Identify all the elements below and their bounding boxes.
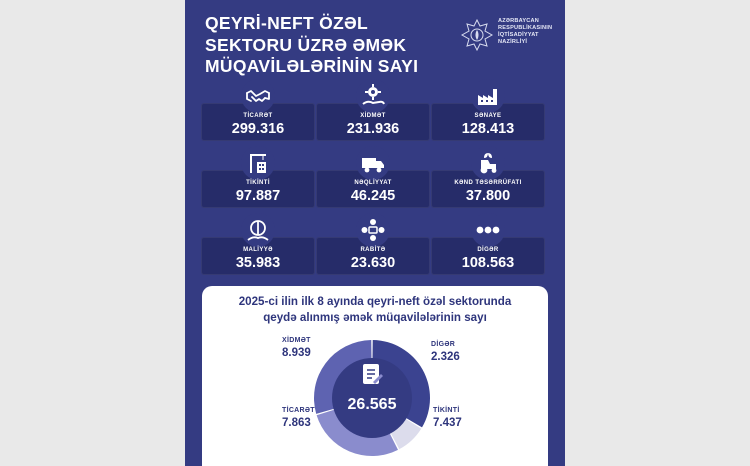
crane-building-icon (241, 146, 275, 180)
ministry-line: İQTİSADİYYAT (498, 32, 539, 38)
sector-label: XİDMƏT (360, 113, 386, 119)
page-title (205, 13, 435, 78)
sector-value: 108.563 (461, 255, 515, 271)
donut-chart (202, 286, 548, 466)
sector-label: SƏNAYE (474, 113, 502, 119)
dots-icon (471, 213, 505, 247)
sector-label: DİGƏR (477, 247, 499, 253)
sector-value: 97.887 (235, 188, 281, 204)
sector-label: RABİTƏ (360, 247, 386, 253)
bank-icon (241, 213, 275, 247)
sector-card-rabite (316, 237, 430, 275)
segment-value-xidmet: 8.939 (282, 347, 311, 359)
segment-value-ticaret: 7.863 (282, 417, 311, 429)
segment-label-ticaret: TİCARƏT (282, 407, 315, 414)
donut-title-line: qeydə alınmış əmək müqavilələrinin sayı (263, 311, 487, 324)
title-line: QEYRİ-NEFT ÖZƏL (205, 13, 369, 33)
sector-value: 128.413 (461, 121, 515, 137)
network-people-icon (356, 213, 390, 247)
sector-value: 35.983 (235, 255, 281, 271)
gear-hand-icon (356, 79, 390, 113)
sector-card-diger (431, 237, 545, 275)
sector-card-kend-teserrufati (431, 170, 545, 208)
sector-value: 37.800 (465, 188, 511, 204)
ministry-line: RESPUBLİKASININ (498, 25, 553, 31)
sector-value: 231.936 (346, 121, 400, 137)
segment-label-xidmet: XİDMƏT (282, 337, 311, 344)
sector-label: TİCARƏT (243, 113, 273, 119)
ministry-name (498, 18, 552, 46)
sector-card-maliyye (201, 237, 315, 275)
ministry-line: NAZİRLİYİ (498, 39, 528, 45)
sector-card-senaye (431, 103, 545, 141)
segment-label-diger: DİGƏR (431, 341, 456, 348)
ministry-line: AZƏRBAYCAN (498, 18, 539, 24)
tractor-icon (471, 146, 505, 180)
sector-card-tikinti (201, 170, 315, 208)
sector-card-neqliyyat (316, 170, 430, 208)
title-line: MÜQAVİLƏLƏRİNİN SAYI (205, 56, 419, 76)
handshake-icon (241, 79, 275, 113)
infographic-poster (185, 0, 565, 466)
segment-value-diger: 2.326 (431, 351, 460, 363)
emblem-icon (460, 18, 494, 52)
sector-value: 46.245 (350, 188, 396, 204)
segment-label-tikinti: TİKİNTİ (433, 407, 460, 414)
segment-value-tikinti: 7.437 (433, 417, 462, 429)
donut-total: 26.565 (347, 396, 397, 413)
sector-value: 299.316 (231, 121, 285, 137)
sector-label: MALİYYƏ (243, 247, 273, 253)
factory-icon (471, 79, 505, 113)
sector-label: NƏQLİYYAT (354, 180, 392, 186)
ministry-logo (460, 18, 552, 52)
sector-card-ticaret (201, 103, 315, 141)
sector-label: TİKİNTİ (246, 180, 270, 186)
donut-title-line: 2025-ci ilin ilk 8 ayında qeyri-neft özəl sektorunda (238, 295, 512, 308)
truck-icon (356, 146, 390, 180)
sector-value: 23.630 (350, 255, 396, 271)
sector-label: KƏND TƏSƏRRÜFATI (454, 180, 522, 186)
sector-card-xidmet (316, 103, 430, 141)
donut-panel (202, 286, 548, 466)
title-line: SEKTORU ÜZRƏ ƏMƏK (205, 34, 407, 55)
